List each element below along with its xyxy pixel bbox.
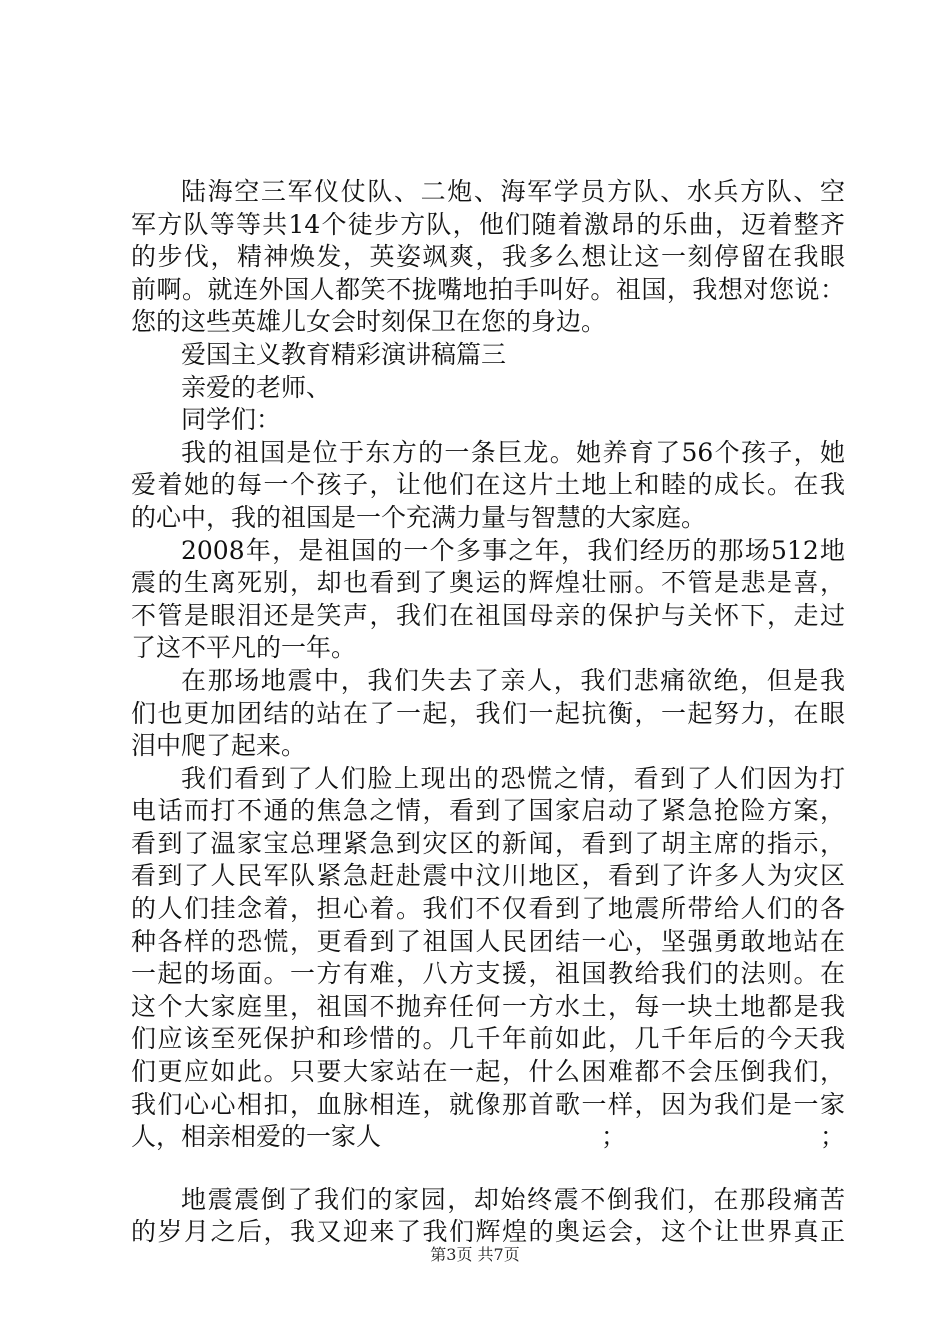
text-line: 爱着她的每一个孩子，让他们在这片土地上和睦的成长。在我: [131, 470, 845, 500]
text-line: 的人们挂念着，担心着。我们不仅看到了地震所带给人们的各: [131, 894, 845, 924]
text-line: 我的祖国是位于东方的一条巨龙。她养育了56个孩子，她: [181, 437, 845, 467]
text-line: 看到了温家宝总理紧急到灾区的新闻，看到了胡主席的指示，: [131, 828, 845, 858]
text-line: 电话而打不通的焦急之情，看到了国家启动了紧急抢险方案，: [131, 796, 845, 826]
page-footer: 第3页 共7页: [430, 1245, 520, 1264]
text-line: 军方队等等共14个徒步方队，他们随着激昂的乐曲，迈着整齐: [131, 209, 845, 239]
text-line: 看到了人民军队紧急赶赴震中汶川地区，看到了许多人为灾区: [131, 861, 845, 891]
text-line-segment: 人，相亲相爱的一家人: [131, 1122, 382, 1152]
document-body: [131, 176, 845, 1249]
section-heading: 爱国主义教育精彩演讲稿篇三: [181, 339, 507, 369]
semicolon-mark: ；: [819, 1122, 845, 1152]
salutation-line: 亲爱的老师、: [181, 372, 332, 402]
text-line: 泪中爬了起来。: [131, 731, 307, 761]
text-line: 种各样的恐慌，更看到了祖国人民团结一心，坚强勇敢地站在: [131, 926, 845, 956]
text-line: 不管是眼泪还是笑声，我们在祖国母亲的保护与关怀下，走过: [131, 600, 845, 630]
text-line: 的心中，我的祖国是一个充满力量与智慧的大家庭。: [131, 502, 707, 532]
blank-spacer: [131, 1154, 845, 1184]
text-line: 的步伐，精神焕发，英姿飒爽，我多么想让这一刻停留在我眼: [131, 242, 845, 272]
text-line: 前啊。就连外国人都笑不拢嘴地拍手叫好。祖国，我想对您说：: [131, 274, 845, 304]
text-line: 地震震倒了我们的家园，却始终震不倒我们，在那段痛苦: [181, 1184, 845, 1214]
text-line: 陆海空三军仪仗队、二炮、海军学员方队、水兵方队、空: [181, 177, 845, 206]
text-line: 们也更加团结的站在了一起，我们一起抗衡，一起努力，在眼: [131, 698, 845, 728]
text-line-with-marks: [131, 1121, 845, 1154]
text-line: 震的生离死别，却也看到了奥运的辉煌壮丽。不管是悲是喜，: [131, 568, 845, 598]
text-line: 的岁月之后，我又迎来了我们辉煌的奥运会，这个让世界真正: [131, 1217, 845, 1247]
text-line: 一起的场面。一方有难，八方支援，祖国教给我们的法则。在: [131, 959, 845, 989]
text-line: 您的这些英雄儿女会时刻保卫在您的身边。: [131, 307, 607, 337]
text-line: 们应该至死保护和珍惜的。几千年前如此，几千年后的今天我: [131, 1024, 845, 1054]
text-line: 们更应如此。只要大家站在一起，什么困难都不会压倒我们，: [131, 1057, 845, 1087]
semicolon-mark: ；: [601, 1122, 627, 1152]
text-line: 在那场地震中，我们失去了亲人，我们悲痛欲绝，但是我: [181, 665, 845, 695]
text-line: 这个大家庭里，祖国不抛弃任何一方水土，每一块土地都是我: [131, 991, 845, 1021]
salutation-line: 同学们：: [181, 405, 282, 435]
text-line: 2008年，是祖国的一个多事之年，我们经历的那场512地: [181, 535, 845, 565]
text-line: 我们心心相扣，血脉相连，就像那首歌一样，因为我们是一家: [131, 1089, 845, 1119]
text-line: 我们看到了人们脸上现出的恐慌之情，看到了人们因为打: [181, 763, 845, 793]
text-line: 了这不平凡的一年。: [131, 633, 357, 663]
